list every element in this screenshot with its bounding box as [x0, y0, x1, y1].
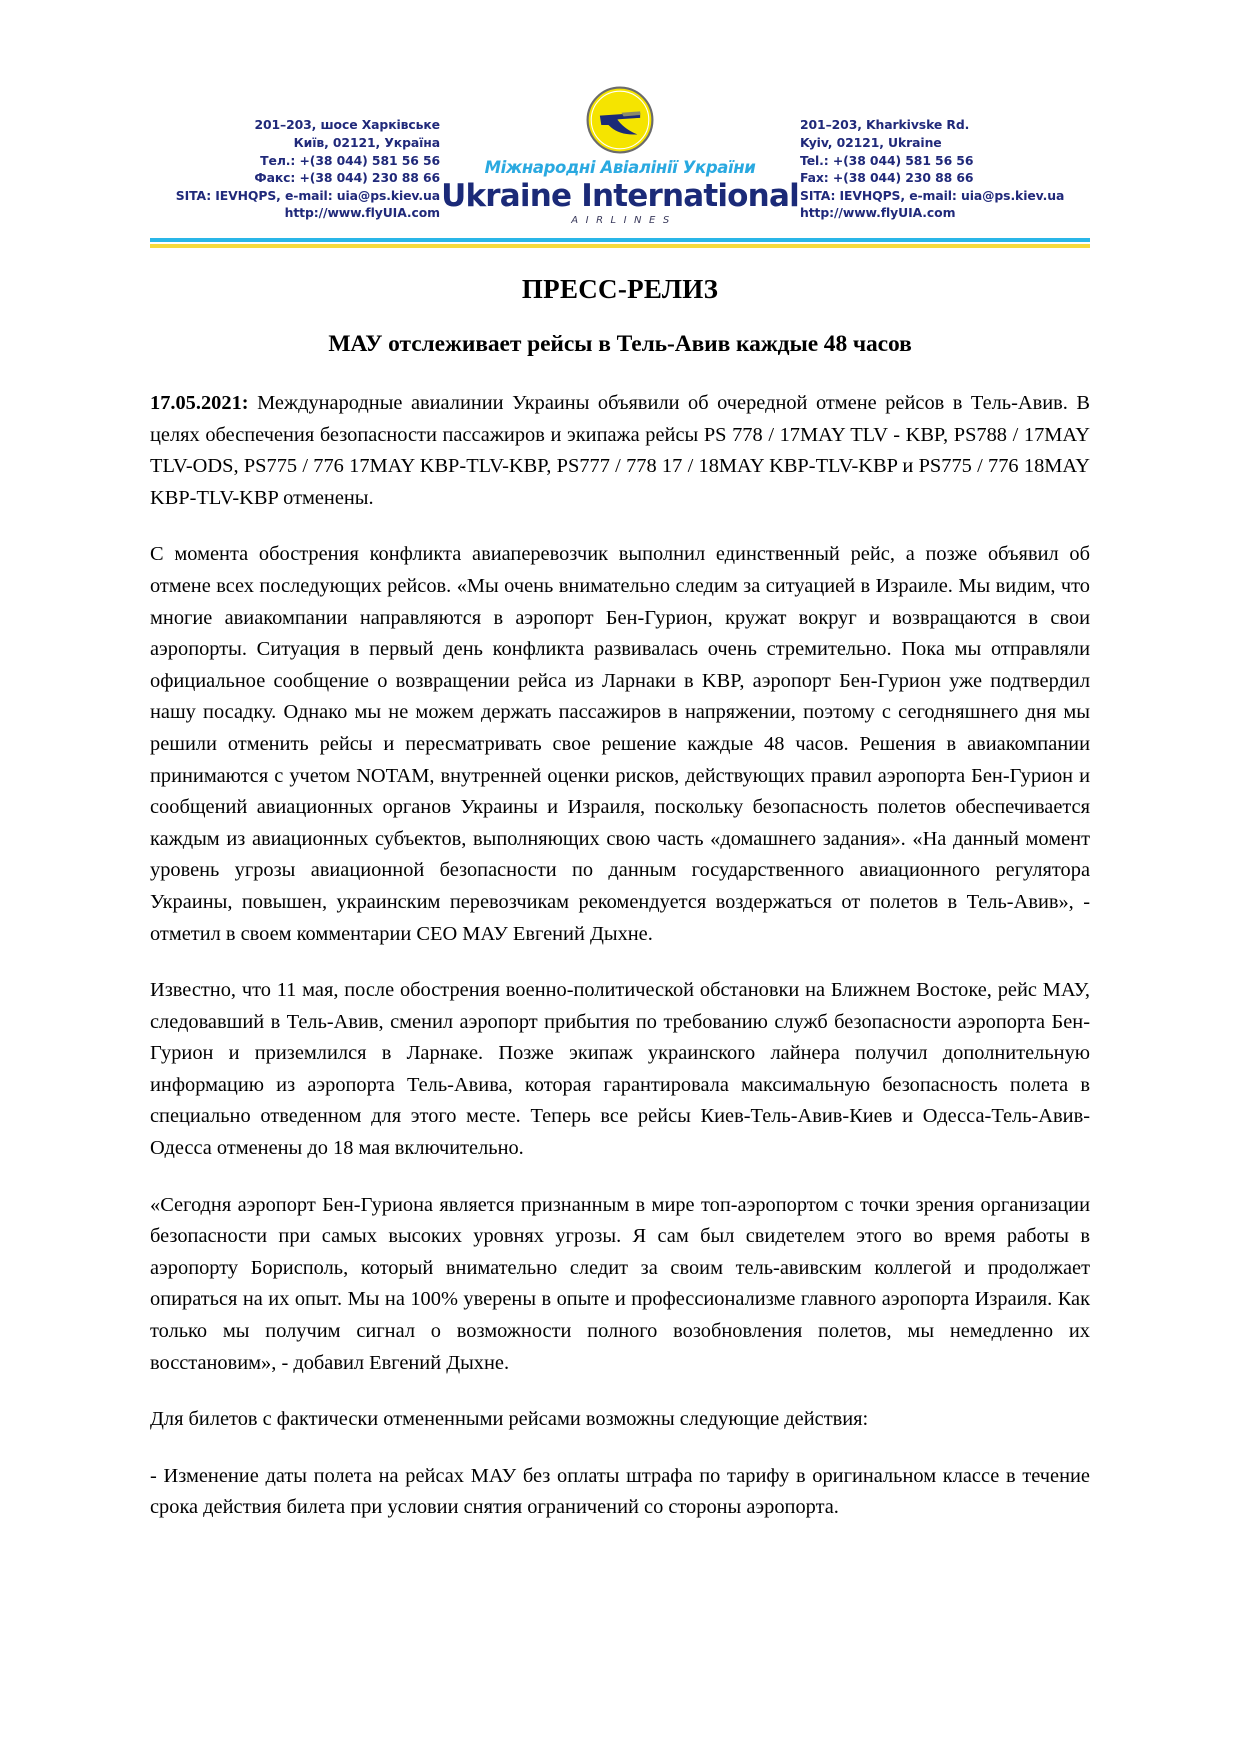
- address-en-line-3: Tel.: +(38 044) 581 56 56: [800, 152, 974, 168]
- logo-tagline-ukrainian: Міжнародні Авіалінії України: [484, 158, 756, 177]
- address-ua-line-3: Тел.: +(38 044) 581 56 56: [260, 152, 440, 168]
- uia-bird-logo-icon: [584, 84, 656, 156]
- letterhead-divider: [150, 238, 1090, 248]
- lead-paragraph-text: Международные авиалинии Украины объявили об очередной отмене рейсов в Тель-Авив. В целях обеспечения безопасности пассажиров и экипажа рейсы PS 778 / 17MAY TLV - KBP, PS788 / 17MAY TLV-ODS, PS775 / 776 17MAY KBP-TLV-KBP, PS777 / 778 17 / 18MAY KBP-TLV-KBP и PS775 / 776 18MAY KBP-TLV-KBP отменены.: [150, 392, 1090, 509]
- address-en-line-2: Kyiv, 02121, Ukraine: [800, 135, 942, 151]
- address-en-line-1: 201–203, Kharkivske Rd.: [800, 117, 970, 133]
- paragraph-2: Известно, что 11 мая, после обострения военно-политической обстановки на Ближнем Востоке, рейс МАУ, следовавший в Тель-Авив, сменил аэропорт прибытия по требованию служб безопасности аэропорта Бен-Гурион и приземлился в Ларнаке. Позже экипаж украинского лайнера получил дополнительную информацию из аэропорта Тель-Авива, которая гарантировала максимальную безопасность полета в специально отведенном для этого месте. Теперь все рейсы Киев-Тель-Авив-Киев и Одесса-Тель-Авив-Одесса отменены до 18 мая включительно.: [150, 979, 1090, 1160]
- address-ua-website-link[interactable]: http://www.flyUIA.com: [284, 205, 440, 221]
- address-block-ukrainian: [150, 116, 440, 232]
- address-ua-line-4: Факс: +(38 044) 230 88 66: [254, 170, 440, 186]
- logo-subtitle-airlines: AIRLINES: [571, 215, 677, 226]
- page-subtitle: МАУ отслеживает рейсы в Тель-Авив каждые 48 часов: [328, 331, 912, 357]
- uia-logo: [441, 84, 799, 232]
- address-en-line-5: SITA: IEVHQPS, e-mail: uia@ps.kiev.ua: [800, 187, 1065, 203]
- paragraph-3: «Сегодня аэропорт Бен-Гуриона является признанным в мире топ-аэропортом с точки зрения организации безопасности при самых высоких уровнях угрозы. Я сам был свидетелем этого во время работы в аэропорту Борисполь, который внимательно следит за своим тель-авивским коллегой и продолжает опираться на их опыт. Мы на 100% уверены в опыте и профессионализме главного аэропорта Израиля. Как только мы получим сигнал о возможности полного возобновления полетов, мы немедленно их восстановим», - добавил Евгений Дыхне.: [150, 1193, 1090, 1374]
- release-date: 17.05.2021:: [150, 392, 249, 414]
- logo-name-english: Ukraine International: [441, 178, 799, 214]
- address-ua-line-5: SITA: IEVHQPS, e-mail: uia@ps.kiev.ua: [175, 187, 440, 203]
- address-en-line-4: Fax: +(38 044) 230 88 66: [800, 170, 974, 186]
- page-title: ПРЕСС-РЕЛИЗ: [521, 274, 719, 304]
- lead-paragraph: [150, 358, 1090, 514]
- document-body: [0, 274, 1240, 1524]
- paragraph-4: Для билетов с фактически отмененными рейсами возможны следующие действия:: [150, 1408, 869, 1431]
- divider-rule-yellow: [150, 244, 1090, 248]
- paragraph-5: - Изменение даты полета на рейсах МАУ без оплаты штрафа по тарифу в оригинальном классе в течение срока действия билета при условии снятия ограничений со стороны аэропорта.: [150, 1464, 1090, 1519]
- address-block-english: [800, 116, 1090, 232]
- paragraph-1: С момента обострения конфликта авиаперевозчик выполнил единственный рейс, а позже объявил об отмене всех последующих рейсов. «Мы очень внимательно следим за ситуацией в Израиле. Мы видим, что многие авиакомпании направляются в аэропорт Бен-Гурион, кружат вокруг и возвращаются в свои аэропорты. Ситуация в первый день конфликта развивалась очень стремительно. Пока мы отправляли официальное сообщение о возвращении рейса из Ларнаки в KBP, аэропорт Бен-Гурион уже подтвердил нашу посадку. Однако мы не можем держать пассажиров в напряжении, поэтому с сегодняшнего дня мы решили отменить рейсы и пересматривать свое решение каждые 48 часов. Решения в авиакомпании принимаются с учетом NOTAM, внутренней оценки рисков, действующих правил аэропорта Бен-Гурион и сообщений авиационных органов Украины и Израиля, поскольку безопасность полетов обеспечивается каждым из авиационных субъектов, выполняющих свою часть «домашнего задания». «На данный момент уровень угрозы авиационной безопасности по данным государственного авиационного регулятора Украины, повышен, украинским перевозчикам рекомендуется воздержаться от полетов в Тель-Авив», - отметил в своем комментарии СЕО МАУ Евгений Дыхне.: [150, 543, 1090, 945]
- address-en-website-link[interactable]: http://www.flyUIA.com: [800, 205, 956, 221]
- address-ua-line-2: Київ, 02121, Україна: [293, 135, 440, 151]
- letterhead: [0, 0, 1240, 232]
- address-ua-line-1: 201–203, шосе Харківське: [254, 117, 440, 133]
